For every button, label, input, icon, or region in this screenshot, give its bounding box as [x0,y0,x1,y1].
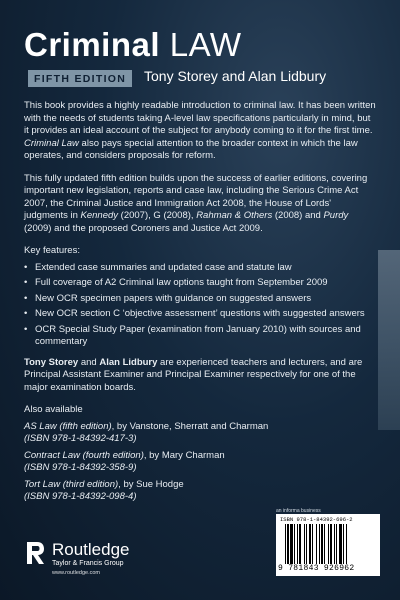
publisher-url: www.routledge.com [52,570,100,576]
title-word-law: LAW [169,26,242,63]
also-available-heading: Also available [24,404,83,415]
feature-item: • Full coverage of A2 Criminal law options taught from September 2009 [24,277,376,290]
barcode-bar [312,524,313,564]
feature-item: • Extended case summaries and updated case and statute law [24,262,376,275]
authors: Tony Storey and Alan Lidbury [144,68,327,84]
barcode-bar [346,524,347,564]
barcode-bars [285,524,371,564]
barcode-bar [297,524,298,564]
also-item: Tort Law (third edition), by Sue Hodge (ISBN 978-1-84392-098-4) [24,478,184,502]
barcode-bar [328,524,329,564]
edition-badge: FIFTH EDITION [28,70,132,87]
publisher-name: Routledge [52,540,130,559]
book-title [24,26,242,64]
also-item: AS Law (fifth edition), by Vanstone, Sherratt and Charman (ISBN 978-1-84392-417-3) [24,420,269,444]
barcode-bar [290,524,293,564]
routledge-r-icon [24,540,46,566]
feature-item: • New OCR section C ‘objective assessment’ questions with suggested answers [24,308,376,321]
barcode-bar [304,524,305,564]
cover-photo-strip [378,250,400,430]
barcode [276,514,380,576]
barcode-bar [285,524,286,564]
barcode-bar [294,524,295,564]
key-features-list [24,262,376,349]
barcode-bar [299,524,301,564]
isbn-label: ISBN 978-1-84392-696-2 [280,516,353,523]
barcode-bar [287,524,289,564]
barcode-bar [334,524,335,564]
blurb [24,100,376,504]
barcode-bar [336,524,337,564]
publisher-group: Taylor & Francis Group [52,560,124,567]
title-word-criminal: Criminal [24,26,161,63]
barcode-bar [330,524,332,564]
barcode-bar [319,524,320,564]
barcode-bar [306,524,307,564]
also-available [24,404,376,504]
barcode-bar [309,524,311,564]
barcode-bar [316,524,317,564]
barcode-bar [324,524,325,564]
intro-paragraph: This book provides a highly readable introduction to criminal law. It has been written with the needs of students taking A-level law specifications particularly in mind, but it provides an ideal account of the subject for anybody coming to it for the first time. Criminal Law also pays special attention to the broader context in which the law operates, and considers proposals for reform. [24,100,376,161]
update-paragraph: This fully updated fifth edition builds upon the success of earlier editions, covering important new legislation, reports and case law, including the Serious Crime Act 2007, the Criminal Justice and Immigration Act 2008, the House of Lords' judgments in Kennedy (2007), G (2008), Rahman & Others (2008) and Purdy (2009) and the proposed Coroners and Justice Act 2009. [24,172,368,234]
also-item: Contract Law (fourth edition), by Mary Charman (ISBN 978-1-84392-358-9) [24,449,225,473]
feature-item: • OCR Special Study Paper (examination from January 2010) with sources and commentary [24,324,376,349]
barcode-bar [321,524,323,564]
barcode-bar [339,524,342,564]
barcode-number: 9 781843 926962 [278,564,355,573]
key-features-heading: Key features: [24,245,80,256]
feature-item: • New OCR specimen papers with guidance on suggested answers [24,293,376,306]
barcode-bar [343,524,344,564]
about-authors: Tony Storey and Alan Lidbury are experienced teachers and lecturers, and are Principal Assistant Examiner and Principal Examiner respectively for one of the major examination boards. [24,356,363,393]
informa-tagline: an informa business [276,508,321,514]
